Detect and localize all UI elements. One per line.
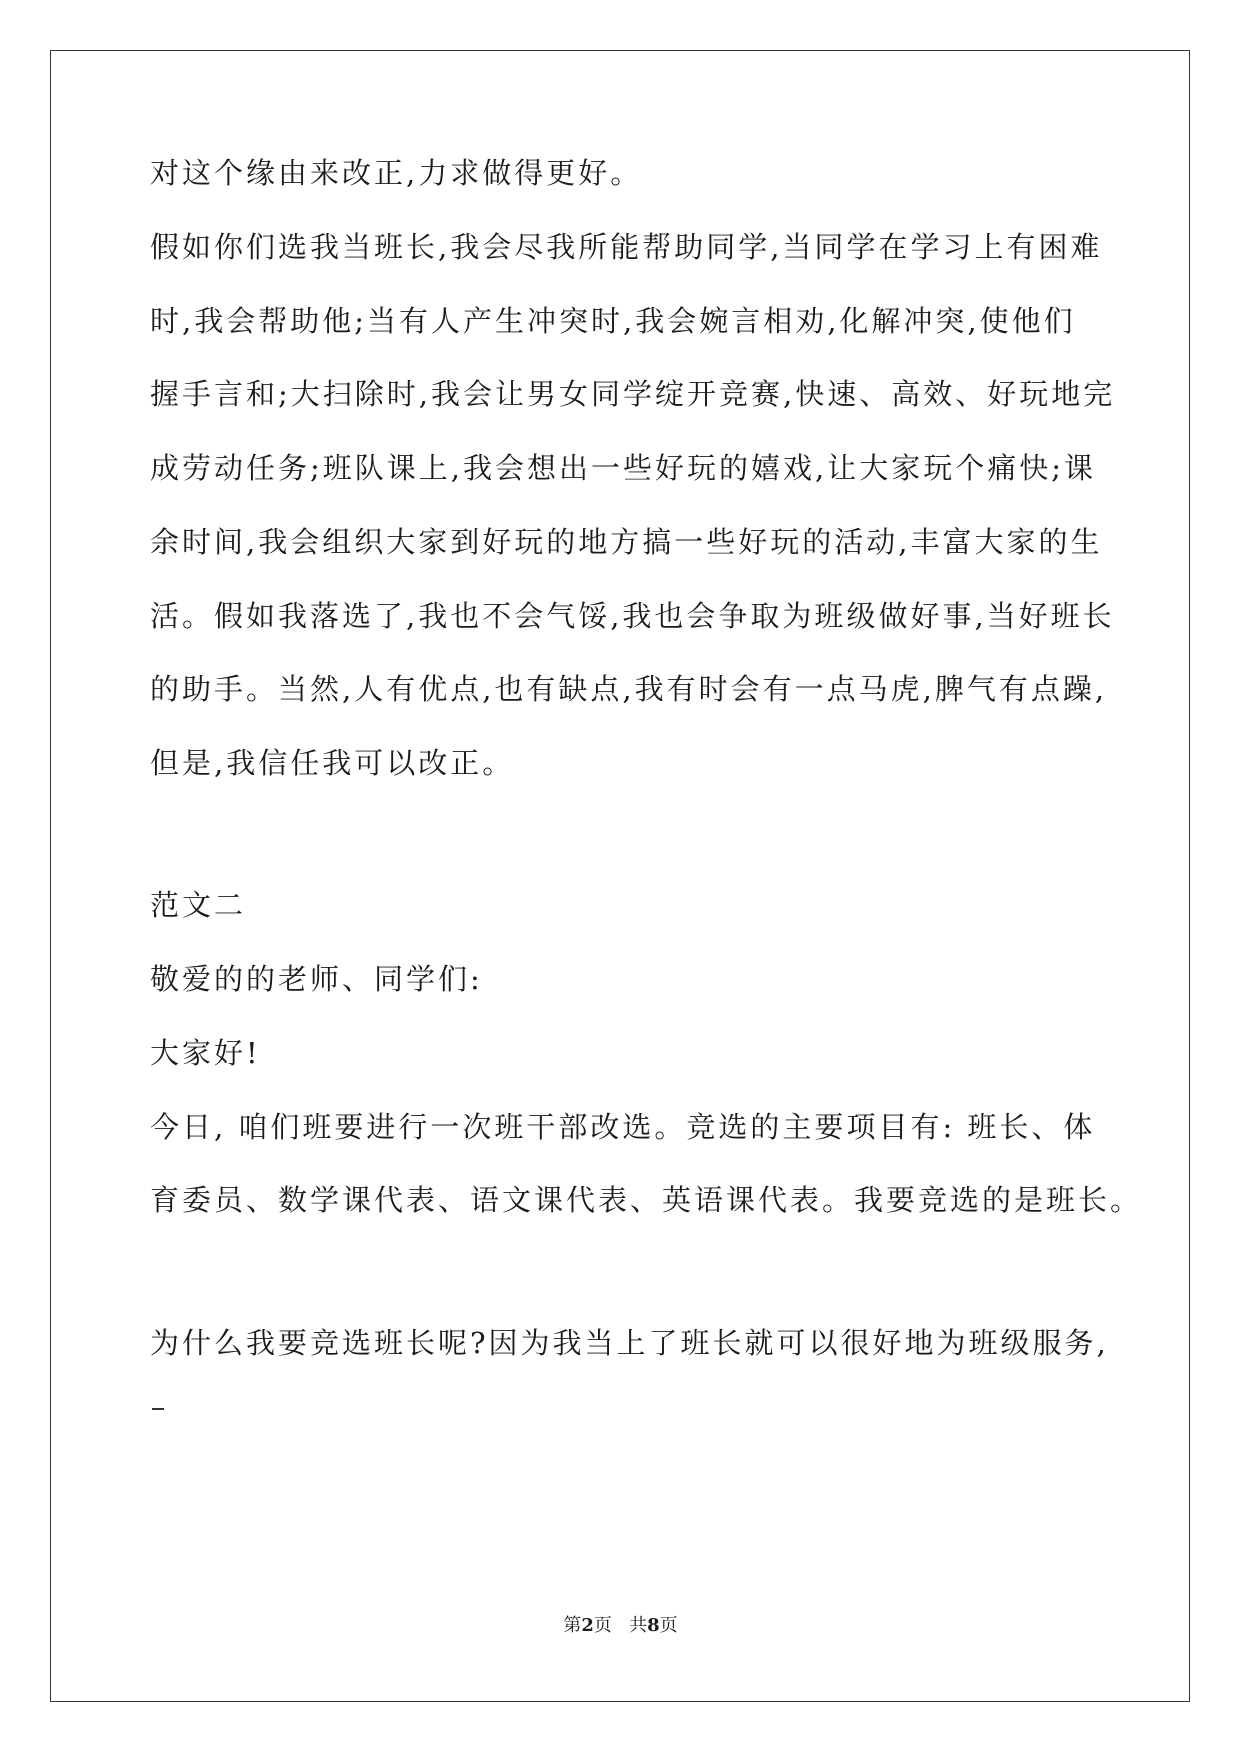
section-title: 范文二 [150, 888, 247, 922]
stray-underscore-mark [152, 1408, 164, 1410]
text-line: 活。假如我落选了,我也不会气馁,我也会争取为班级做好事,当好班长 [150, 599, 1115, 633]
footer-page-prefix: 第 [563, 1615, 582, 1636]
text-line: 余时间,我会组织大家到好玩的地方搞一些好玩的活动,丰富大家的生 [150, 525, 1103, 559]
text-line: 育委员、数学课代表、语文课代表、英语课代表。我要竞选的是班长。 [150, 1183, 1143, 1217]
text-line: 今日, 咱们班要进行一次班干部改选。竞选的主要项目有: 班长、体 [150, 1110, 1096, 1144]
salutation: 敬爱的的老师、同学们: [150, 962, 483, 996]
page-border [50, 50, 1190, 1702]
text-line: 但是,我信任我可以改正。 [150, 746, 515, 780]
footer-total-suffix: 页 [659, 1615, 678, 1636]
page-footer [0, 1615, 1241, 1637]
footer-page-suffix: 页 [593, 1615, 612, 1636]
text-line: 对这个缘由来改正,力求做得更好。 [150, 156, 643, 190]
text-line: 成劳动任务;班队课上,我会想出一些好玩的嬉戏,让大家玩个痛快;课 [150, 451, 1096, 485]
footer-page-number: 2 [581, 1615, 594, 1636]
text-line: 的助手。当然,人有优点,也有缺点,我有时会有一点马虎,脾气有点躁, [150, 672, 1108, 706]
text-line: 握手言和;大扫除时,我会让男女同学绽开竞赛,快速、高效、好玩地完 [150, 377, 1116, 411]
text-line: 时,我会帮助他;当有人产生冲突时,我会婉言相劝,化解冲突,使他们 [150, 304, 1076, 338]
text-line: 假如你们选我当班长,我会尽我所能帮助同学,当同学在学习上有困难 [150, 230, 1103, 264]
footer-total-pages: 8 [647, 1615, 660, 1636]
text-line: 为什么我要竞选班长呢?因为我当上了班长就可以很好地为班级服务, [150, 1326, 1109, 1360]
footer-total-prefix: 共 [629, 1615, 648, 1636]
greeting: 大家好! [150, 1036, 261, 1070]
